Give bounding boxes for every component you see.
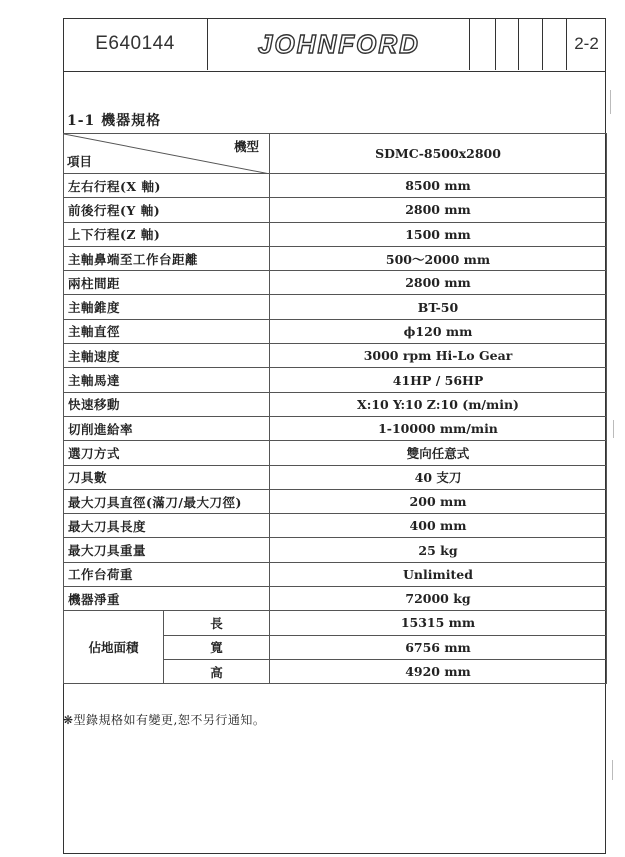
table-row (64, 441, 607, 465)
spec-label: 刀具數 (64, 465, 270, 489)
table-row (64, 222, 607, 246)
spec-value: X:10 Y:10 Z:10 (m/min) (270, 392, 607, 416)
spec-label: 主軸馬達 (64, 368, 270, 392)
footnote: ❋型錄規格如有變更,恕不另行通知。 (63, 713, 266, 727)
table-row (64, 295, 607, 319)
header-blank-cell-4 (543, 18, 567, 70)
spec-label: 主軸直徑 (64, 319, 270, 343)
floor-space-dimension-value: 15315 mm (270, 611, 607, 635)
table-row (64, 271, 607, 295)
spec-label: 最大刀具直徑(滿刀/最大刀徑) (64, 489, 270, 513)
table-row (64, 514, 607, 538)
brand-logo (239, 26, 439, 62)
table-row (64, 392, 607, 416)
spec-label: 快速移動 (64, 392, 270, 416)
spec-value: 2800 mm (270, 271, 607, 295)
floor-space-dimension-label: 長 (164, 611, 270, 635)
spec-label: 選刀方式 (64, 441, 270, 465)
table-row (64, 198, 607, 222)
spec-value: 41HP / 56HP (270, 368, 607, 392)
table-header-row (64, 134, 607, 174)
model-name: SDMC-8500x2800 (270, 134, 607, 174)
spec-label: 機器淨重 (64, 587, 270, 611)
page-number: 2-2 (574, 34, 599, 53)
spec-value: Unlimited (270, 562, 607, 586)
table-row (64, 562, 607, 586)
spec-label: 左右行程(X 軸) (64, 174, 270, 198)
table-row (64, 611, 607, 635)
floor-space-label: 佔地面積 (64, 611, 164, 684)
spec-value: 8500 mm (270, 174, 607, 198)
brand-logo-text: JOHNFORD (257, 29, 420, 59)
spec-value: 1-10000 mm/min (270, 416, 607, 440)
spec-label: 切削進給率 (64, 416, 270, 440)
floor-space-dimension-value: 4920 mm (270, 659, 607, 683)
page-number-cell (567, 18, 606, 70)
table-row (64, 368, 607, 392)
doc-number: E640144 (95, 33, 175, 54)
header-blank-cell-3 (519, 18, 543, 70)
spec-value: 400 mm (270, 514, 607, 538)
spec-label: 前後行程(Y 軸) (64, 198, 270, 222)
section-title: 1-1 機器規格 (67, 113, 162, 129)
spec-value: 雙向任意式 (270, 441, 607, 465)
spec-label: 兩柱間距 (64, 271, 270, 295)
table-row (64, 538, 607, 562)
table-row (64, 246, 607, 270)
spec-value: ϕ120 mm (270, 319, 607, 343)
spec-value: 72000 kg (270, 587, 607, 611)
table-row (64, 465, 607, 489)
spec-value: 2800 mm (270, 198, 607, 222)
spec-value: 200 mm (270, 489, 607, 513)
table-row (64, 416, 607, 440)
floor-space-dimension-value: 6756 mm (270, 635, 607, 659)
spec-value: BT-50 (270, 295, 607, 319)
doc-number-cell (63, 18, 208, 70)
spec-value: 3000 rpm Hi-Lo Gear (270, 344, 607, 368)
spec-table (63, 133, 607, 684)
floor-space-dimension-label: 寬 (164, 635, 270, 659)
spec-label: 主軸錐度 (64, 295, 270, 319)
brand-logo-cell (208, 18, 470, 70)
scan-mark (610, 90, 611, 114)
table-row (64, 174, 607, 198)
spec-label: 主軸速度 (64, 344, 270, 368)
scan-mark (612, 760, 613, 780)
spec-value: 40 支刀 (270, 465, 607, 489)
spec-label: 工作台荷重 (64, 562, 270, 586)
spec-label: 上下行程(Z 軸) (64, 222, 270, 246)
spec-value: 1500 mm (270, 222, 607, 246)
table-row (64, 489, 607, 513)
table-row (64, 587, 607, 611)
spec-label: 最大刀具重量 (64, 538, 270, 562)
spec-label: 最大刀具長度 (64, 514, 270, 538)
document-header (63, 18, 606, 72)
scan-mark (613, 420, 614, 438)
floor-space-dimension-label: 高 (164, 659, 270, 683)
diagonal-header-cell (64, 134, 270, 174)
spec-value: 500～2000 mm (270, 246, 607, 270)
corner-label-model: 機型 (233, 139, 259, 154)
table-row (64, 319, 607, 343)
spec-value: 25 kg (270, 538, 607, 562)
table-row (64, 344, 607, 368)
header-blank-cell-1 (470, 18, 496, 70)
header-blank-cell-2 (496, 18, 519, 70)
corner-label-item: 項目 (67, 154, 93, 169)
spec-label: 主軸鼻端至工作台距離 (64, 246, 270, 270)
